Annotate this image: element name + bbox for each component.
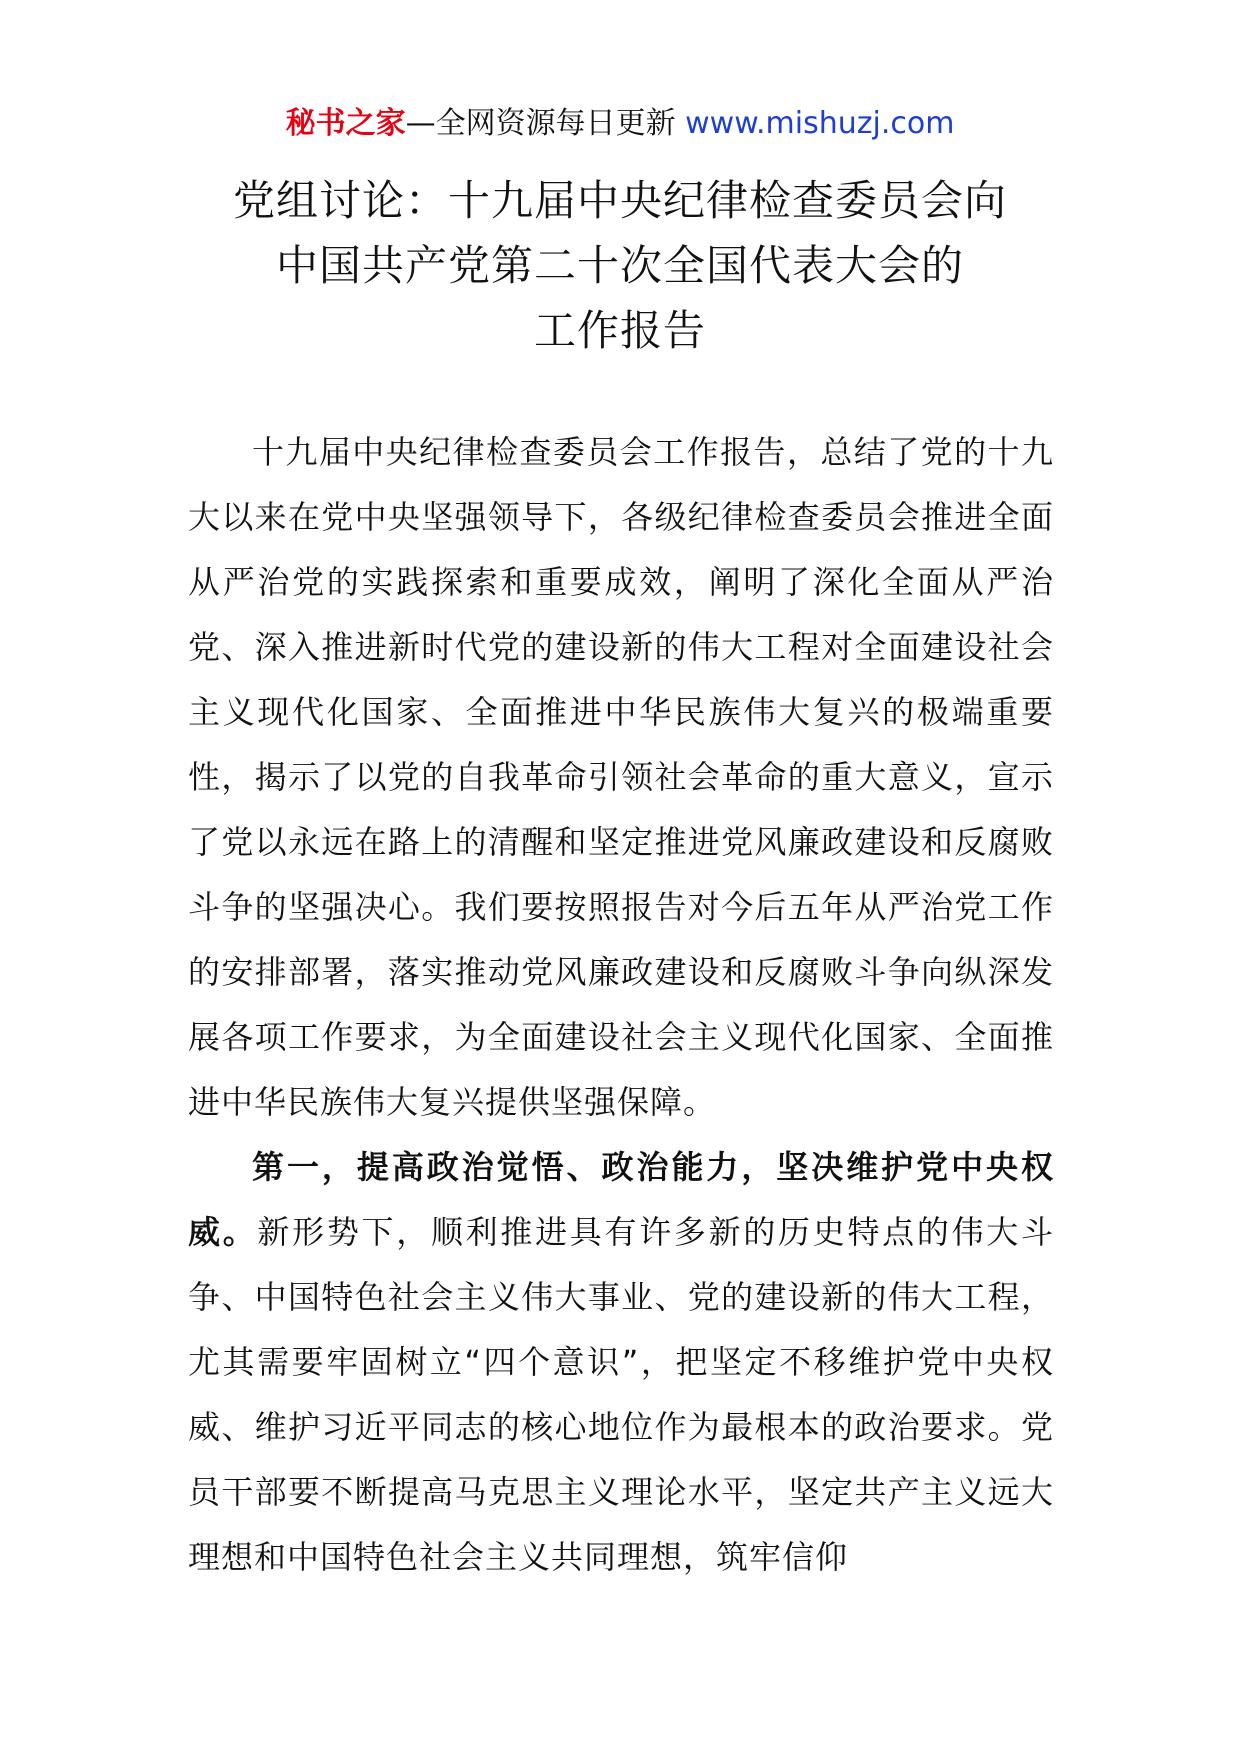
brand-name: 秘书之家 [285,106,406,141]
paragraph-2-text: 新形势下，顺利推进具有许多新的历史特点的伟大斗争、中国特色社会主义伟大事业、党的建设新的伟大工程，尤其需要牢固树立“四个意识”，把坚定不移维护党中央权威、维护习近平同志的核心地位作为最根本的政治要求。党员干部要不断提高马克思主义理论水平，坚定共产主义远大理想和中国特色社会主义共同理想，筑牢信仰 [188,1213,1054,1576]
title-line-2: 中国共产党第二十次全国代表大会的 [275,241,964,290]
title-line-3: 工作报告 [533,306,706,355]
site-header [0,100,1240,148]
paragraph-1: 十九届中央纪律检查委员会工作报告，总结了党的十九大以来在党中央坚强领导下，各级纪律检查委员会推进全面从严治党的实践探索和重要成效，阐明了深化全面从严治党、深入推进新时代党的建设新的伟大工程对全面建设社会主义现代化国家、全面推进中华民族伟大复兴的极端重要性，揭示了以党的自我革命引领社会革命的重大意义，宣示了党以永远在路上的清醒和坚定推进党风廉政建设和反腐败斗争的坚强决心。我们要按照报告对今后五年从严治党工作的安排部署，落实推动党风廉政建设和反腐败斗争向纵深发展各项工作要求，为全面建设社会主义现代化国家、全面推进中华民族伟大复兴提供坚强保障。 [188,433,1054,1121]
site-url-link[interactable]: www.mishuzj.com [685,106,955,141]
document-body [188,420,1054,1590]
header-slogan: —全网资源每日更新 [405,106,676,141]
title-line-1: 党组讨论：十九届中央纪律检查委员会向 [232,176,1007,225]
document-title [160,168,1080,363]
paragraph-2-lead: 第一，提高政治觉悟、政治能力，坚决维护党中央权威。 [188,1148,1054,1251]
paragraph-2 [188,1135,1054,1590]
